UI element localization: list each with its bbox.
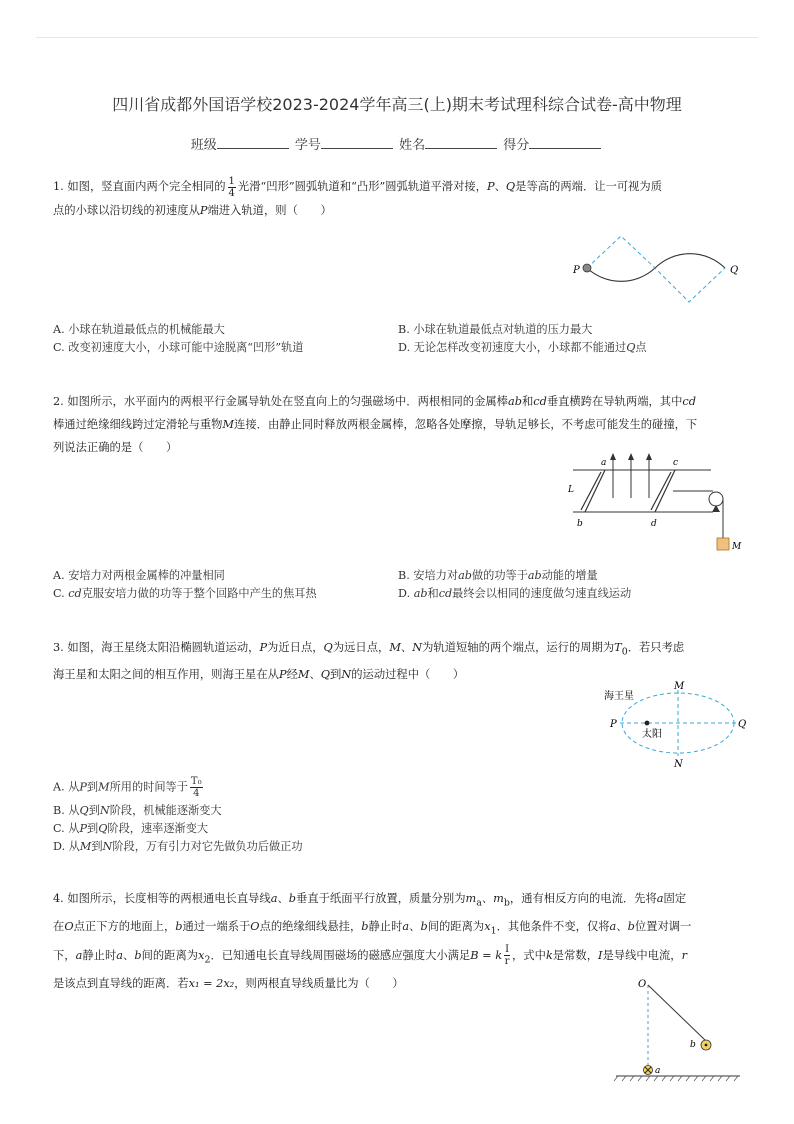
weight-block-icon [717, 538, 729, 550]
math-var: b [175, 920, 183, 934]
math-var: ab [458, 569, 472, 582]
question-number: 1. [53, 180, 64, 193]
stem-text: 光滑“凹形”圆弧轨道和“凸形”圆弧轨道平滑对接， [237, 180, 487, 193]
math-subscript: 1 [490, 925, 497, 937]
stem-text: 点的小球以沿切线的初速度从 [53, 203, 200, 217]
math-subscript: a [476, 897, 482, 909]
math-var: b [288, 892, 297, 905]
q1-option-a[interactable]: A. 小球在轨道最低点的机械能最大 [53, 323, 225, 336]
stem-text: 固定 [663, 892, 687, 905]
fig-label-O: O [638, 979, 647, 990]
math-var: a [609, 920, 617, 934]
q3-option-b[interactable] [53, 802, 222, 818]
fig-label-M: M [674, 681, 685, 692]
question-number: 2. [53, 395, 64, 408]
page-title: 四川省成都外国语学校2023-2024学年高三(上)期末考试理科综合试卷-高中物理 [112, 95, 682, 114]
question-1-stem [53, 175, 743, 222]
math-var: M [98, 780, 110, 794]
math-var: m [465, 892, 477, 905]
stem-text: 是该点到直导线的距离．若 [53, 976, 189, 990]
option-text: D. 从 [53, 840, 80, 853]
stem-text: 静止时 [82, 948, 117, 962]
score-label: 得分 [503, 138, 530, 153]
name-label: 姓名 [399, 138, 426, 153]
option-text: 所用的时间等于 [109, 780, 188, 794]
math-var: x [198, 948, 205, 962]
math-var: M [79, 840, 92, 853]
math-var: b [420, 920, 428, 934]
math-var: r [681, 948, 687, 962]
question-number: 4. [53, 892, 64, 905]
stem-text: ．已知通电长直导线周围磁场的磁感应强度大小满足 [210, 948, 471, 962]
stem-text: 端进入轨道，则（ ） [207, 203, 332, 217]
stem-text: 、 [309, 668, 321, 682]
math-var: N [412, 641, 423, 654]
math-var: ab [413, 587, 428, 600]
option-text: 阶段，机械能逐渐变大 [109, 804, 222, 817]
math-var: k [545, 948, 553, 962]
stem-text: 是导线中电流， [602, 948, 682, 962]
stem-text: ，式中 [512, 948, 546, 962]
option-text: 点 [635, 341, 647, 354]
math-var: Q [79, 804, 89, 817]
stem-text: ．其他条件不变，仅将 [496, 920, 610, 934]
stem-text: ．若只考虑 [627, 641, 685, 654]
pulley-icon [709, 492, 723, 506]
sun-icon [645, 721, 650, 726]
fig-label-sun: 太阳 [642, 729, 662, 740]
stem-text: 如图，海王星绕太阳沿椭圆轨道运动， [67, 641, 260, 654]
stem-text: 点正下方的地面上， [73, 920, 176, 934]
math-expr: B = k [470, 948, 503, 962]
track-figure [565, 228, 745, 312]
stem-text: 位置对调一 [634, 920, 692, 934]
stem-text: 如图，竖直面内两个完全相同的 [67, 180, 226, 193]
math-var: m [493, 892, 504, 905]
fig-label-b: b [690, 1040, 696, 1050]
fig-label-L: L [568, 485, 574, 495]
math-var: a [270, 892, 278, 905]
fraction-numerator: I [505, 944, 510, 955]
stem-text: 垂直横跨在导轨两端，其中 [546, 395, 683, 408]
q3-option-d[interactable] [53, 838, 303, 854]
stem-text: 到 [330, 668, 342, 682]
option-text: D. [398, 587, 414, 600]
option-text: 到 [91, 840, 103, 853]
math-var: cd [68, 587, 82, 600]
option-text: C. [53, 587, 69, 600]
stem-text: 为轨道短轴的两个端点，运行的周期为 [422, 641, 615, 654]
class-label: 班级 [190, 138, 217, 153]
fig-label-Q: Q [730, 265, 739, 276]
math-var: P [79, 780, 87, 794]
stem-text: 、 [616, 920, 628, 934]
fig-label-a: a [655, 1066, 661, 1076]
stem-text: 、 [409, 920, 421, 934]
math-subscript: b [503, 897, 510, 909]
wire-figure [610, 975, 746, 1085]
stem-text: 、 [400, 641, 413, 654]
stem-text: 经 [286, 668, 298, 682]
option-text: 做的功等于 [471, 569, 528, 582]
q1-option-c[interactable]: C. 改变初速度大小，小球可能中途脱离“凹形”轨道 [53, 341, 304, 354]
math-var: cd [533, 395, 547, 408]
ball-icon [583, 264, 591, 272]
q1-option-b[interactable]: B. 小球在轨道最低点对轨道的压力最大 [398, 323, 593, 336]
fig-label-neptune: 海王星 [604, 691, 634, 702]
q2-option-d[interactable] [398, 585, 631, 601]
fig-label-b: b [577, 519, 583, 529]
student-info-line [0, 134, 794, 153]
math-var: a [402, 920, 410, 934]
math-var: a [75, 948, 83, 962]
option-text: 到 [87, 822, 99, 835]
math-var: Q [626, 341, 636, 354]
fig-label-M: M [732, 542, 742, 552]
math-var: P [199, 203, 208, 217]
option-text: 最终会以相同的速度做匀速直线运动 [452, 587, 632, 600]
number-label: 学号 [294, 138, 321, 153]
math-var: P [486, 180, 495, 193]
orbit-figure [600, 678, 748, 770]
math-var: P [278, 668, 287, 682]
stem-text: 是常数， [552, 948, 598, 962]
stem-text: 的运动过程中（ ） [351, 668, 465, 682]
fig-label-c: c [673, 458, 679, 468]
math-var: N [99, 804, 110, 817]
math-var: T [614, 641, 622, 654]
fraction [228, 176, 236, 199]
q1-option-d[interactable] [398, 339, 647, 355]
q3-option-c[interactable] [53, 820, 208, 836]
math-var: O [64, 920, 74, 934]
stem-text: 连接．由静止同时释放两根金属棒，忽略各处摩擦，导轨足够长，不考虑可能发生的碰撞，下 [234, 418, 698, 431]
option-text: C. 从 [53, 822, 80, 835]
option-text: 和 [427, 587, 439, 600]
stem-text: 如图所示，长度相等的两根通电长直导线 [67, 892, 271, 905]
stem-text: ，则两根直导线质量比为（ ） [234, 976, 404, 990]
fig-label-P: P [610, 719, 617, 730]
option-text: 到 [88, 804, 100, 817]
math-var: M [389, 641, 401, 654]
math-var: M [222, 418, 235, 431]
q2-option-b[interactable] [398, 567, 598, 583]
fraction-denominator: 4 [228, 187, 235, 199]
stem-text: 、 [494, 180, 506, 193]
q2-option-c[interactable] [53, 585, 317, 601]
rails-figure [563, 450, 748, 560]
stem-text: 列说法正确的是（ ） [53, 441, 178, 454]
math-var: cd [438, 587, 453, 600]
option-text: 到 [86, 780, 99, 794]
fraction-denominator: r [504, 956, 510, 967]
math-var: O [250, 920, 260, 934]
option-text: 阶段，万有引力对它先做负功后做正功 [112, 840, 303, 853]
option-text: A. 从 [53, 780, 80, 794]
stem-text: 点的绝缘细线悬挂， [259, 920, 362, 934]
math-var: ab [507, 395, 522, 408]
score-field[interactable] [529, 136, 601, 149]
stem-text: 、 [481, 892, 494, 905]
math-var: b [361, 920, 369, 934]
math-expr: x₁ = 2x₂ [188, 976, 235, 990]
stem-text: 在 [53, 920, 65, 934]
math-var: Q [98, 822, 108, 835]
option-text: B. 从 [53, 804, 80, 817]
math-subscript: 0 [621, 646, 628, 658]
option-text: 阶段，速率逐渐变大 [107, 822, 209, 835]
math-subscript: 2 [204, 953, 211, 965]
name-field[interactable] [425, 136, 497, 149]
stem-text: 垂直于纸面平行放置，质量分别为 [296, 892, 466, 905]
stem-text: 下， [53, 948, 76, 962]
math-var: b [134, 948, 142, 962]
fraction-numerator: T₀ [190, 776, 202, 787]
stem-text: ，通有相反方向的电流．先将 [509, 892, 657, 905]
question-2-stem [53, 390, 743, 459]
fraction-denominator: 4 [193, 788, 200, 799]
fraction [190, 776, 203, 799]
math-var: P [79, 822, 87, 835]
math-var: Q [320, 668, 331, 682]
stem-text: 通过一端系于 [182, 920, 251, 934]
math-var: b [627, 920, 635, 934]
stem-text: 棒通过绝缘细线跨过定滑轮与重物 [53, 418, 223, 431]
class-field[interactable] [217, 136, 289, 149]
fraction-numerator: 1 [228, 175, 235, 187]
fig-label-Q: Q [738, 719, 747, 730]
fig-label-N: N [674, 759, 683, 770]
q2-option-a[interactable]: A. 安培力对两根金属棒的冲量相同 [53, 569, 225, 582]
question-number: 3. [53, 641, 64, 654]
math-var: N [102, 840, 113, 853]
math-var: Q [323, 641, 333, 654]
option-text: 克服安培力做的功等于整个回路中产生的焦耳热 [81, 587, 317, 600]
math-var: Q [505, 180, 516, 193]
fraction [504, 944, 510, 967]
stem-text: 间的距离为 [141, 948, 199, 962]
q3-option-a[interactable] [53, 776, 205, 799]
math-var: ab [527, 569, 542, 582]
math-var: I [598, 948, 603, 962]
stem-text: 是等高的两端．让一可视为质 [515, 180, 663, 193]
option-text: D. 无论怎样改变初速度大小，小球都不能通过 [398, 341, 627, 354]
math-var: N [341, 668, 352, 682]
math-var: a [116, 948, 124, 962]
stem-text: 如图所示，水平面内的两根平行金属导轨处在竖直向上的匀强磁场中．两根相同的金属棒 [67, 395, 508, 408]
fig-label-a: a [601, 458, 607, 468]
fig-label-P: P [573, 265, 580, 276]
stem-text: 和 [521, 395, 534, 408]
math-var: cd [682, 395, 696, 408]
stem-text: 静止时 [368, 920, 403, 934]
option-text: B. 安培力对 [398, 569, 459, 582]
stem-text: 、 [277, 892, 289, 905]
math-var: x [484, 920, 491, 934]
math-var: M [297, 668, 310, 682]
math-var: a [656, 892, 664, 905]
stem-text: 海王星和太阳之间的相互作用，则海王星在从 [53, 668, 279, 682]
stem-text: 为近日点， [267, 641, 324, 654]
stem-text: 间的距离为 [427, 920, 485, 934]
option-text: 动能的增量 [541, 569, 598, 582]
header-divider [36, 37, 758, 38]
fig-label-d: d [651, 519, 657, 529]
stem-text: 、 [123, 948, 135, 962]
math-var: P [259, 641, 268, 654]
stem-text: 为远日点， [332, 641, 390, 654]
number-field[interactable] [321, 136, 393, 149]
